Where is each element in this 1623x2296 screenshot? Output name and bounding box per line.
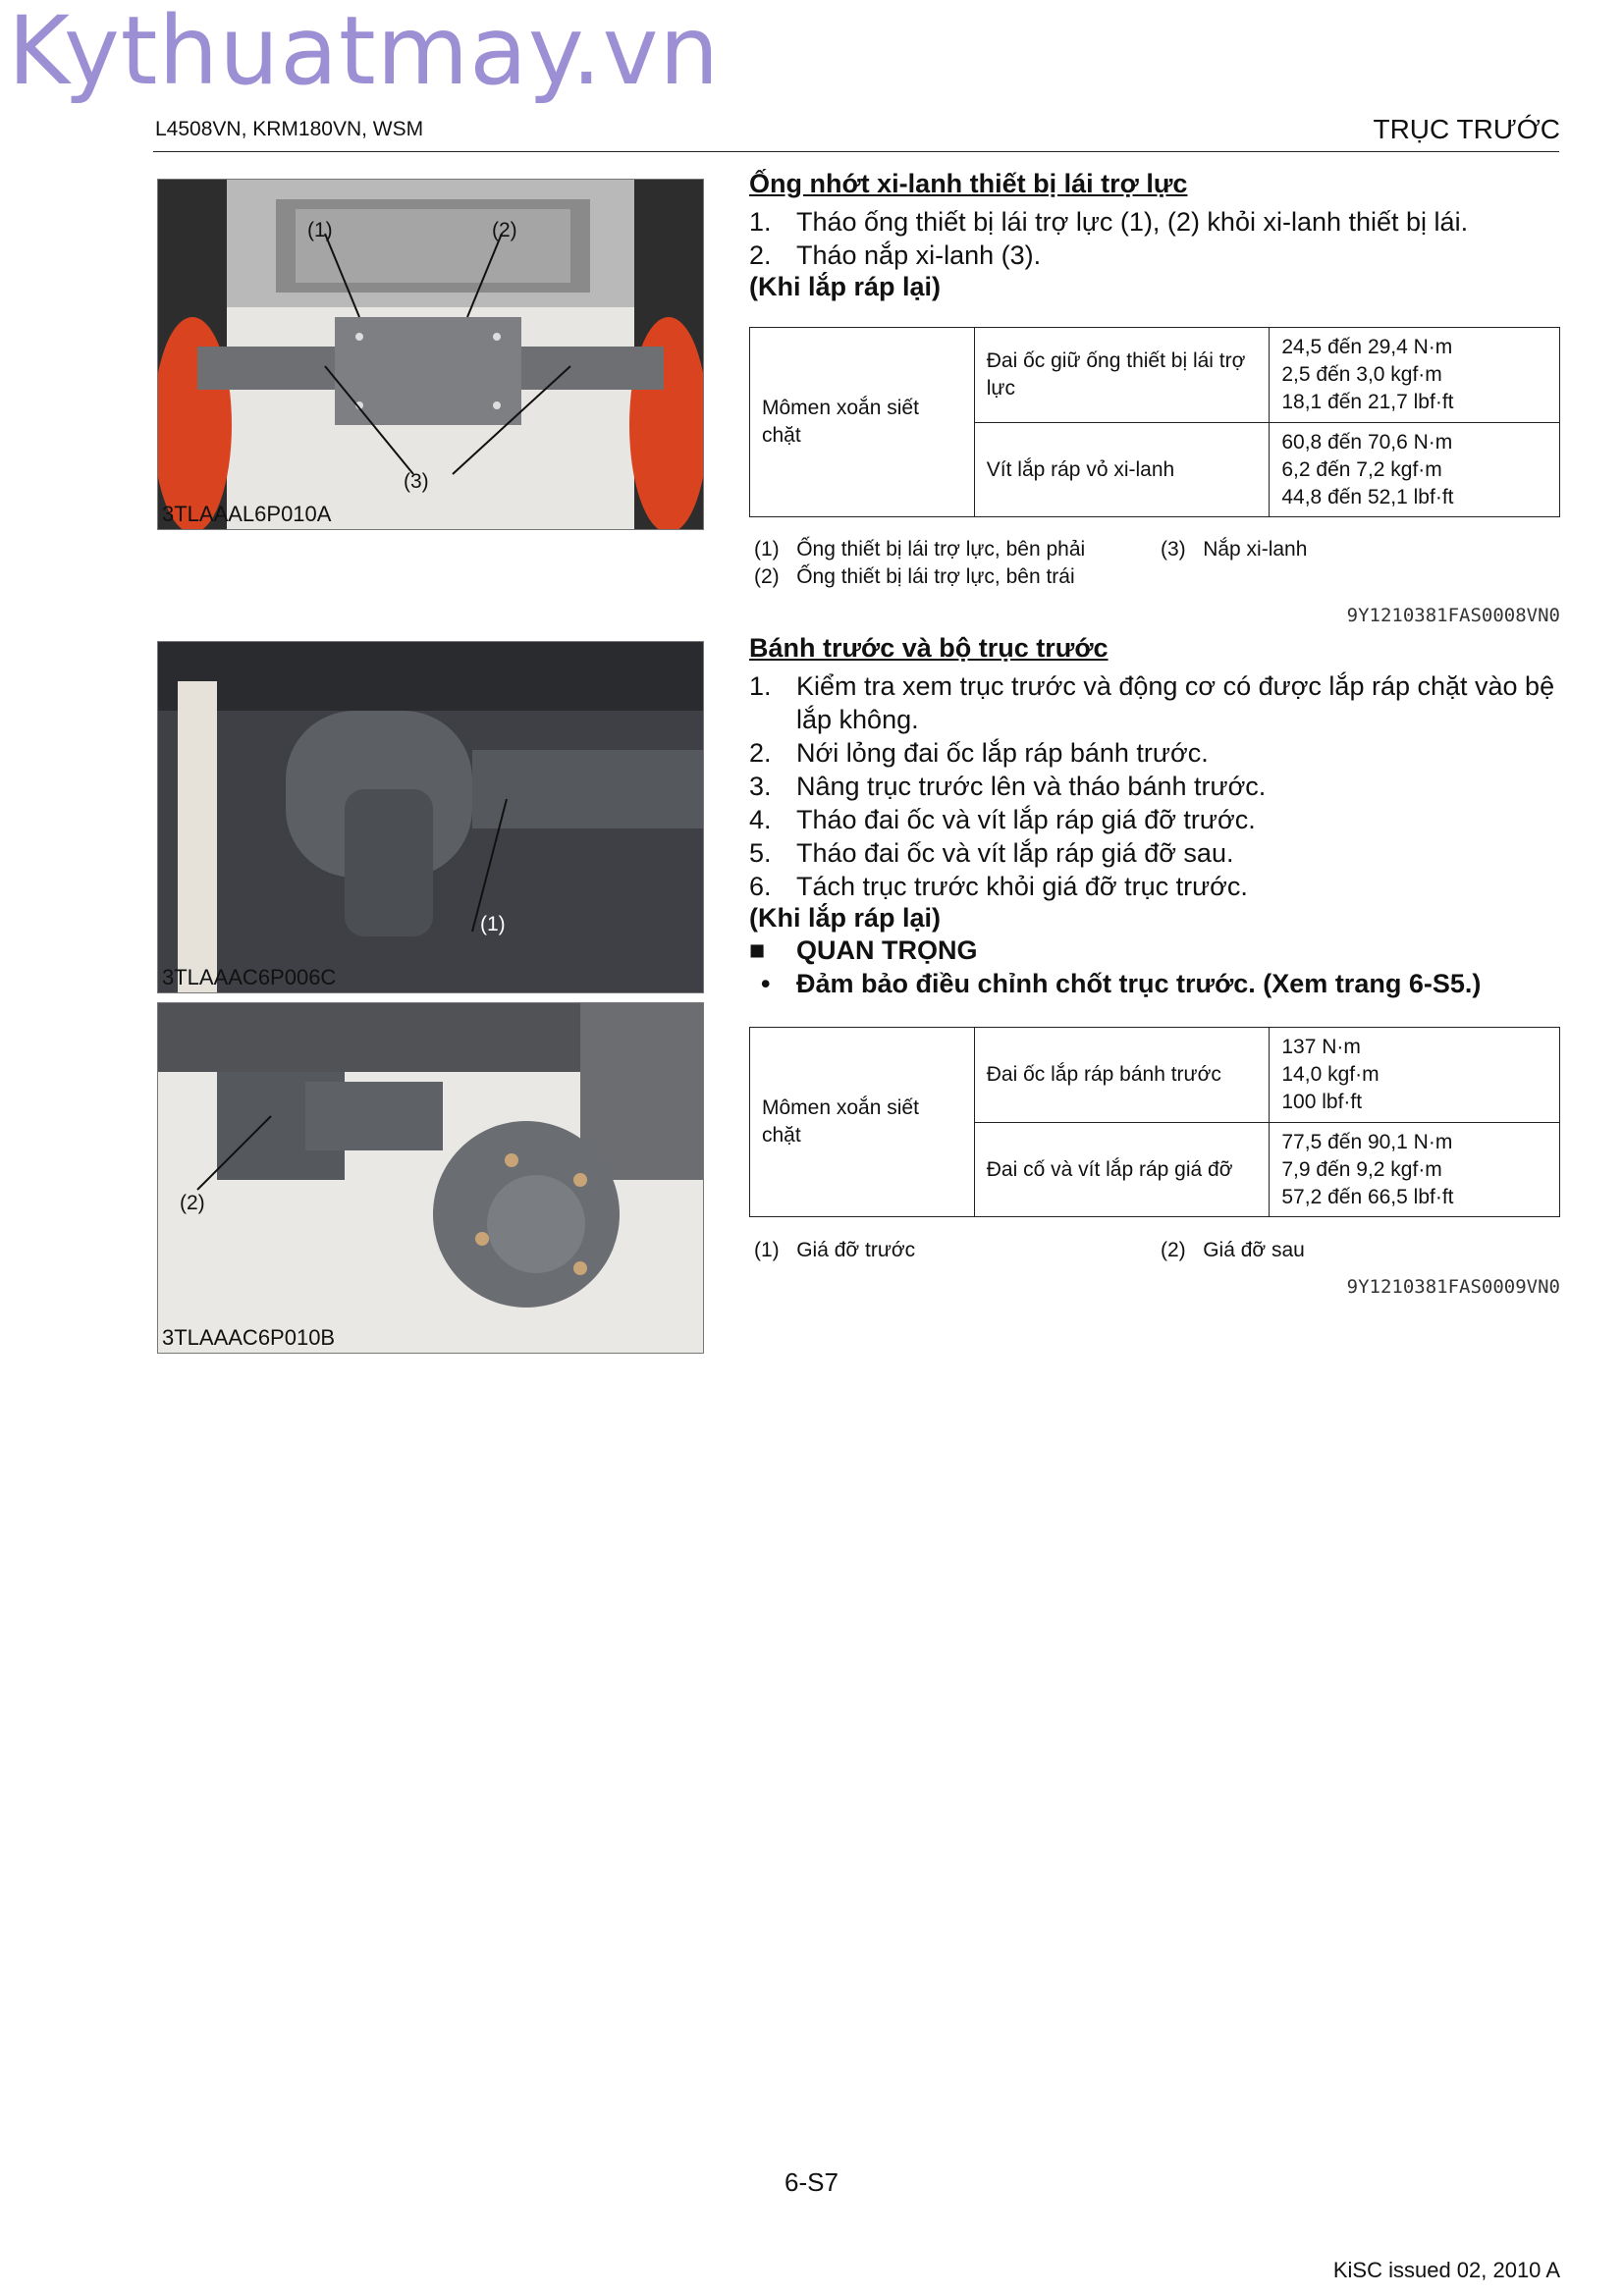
photo-illustration: [158, 1003, 703, 1353]
header-section-title: TRỤC TRƯỚC: [1373, 114, 1560, 144]
section-steering-hose: [749, 169, 1564, 302]
table-row: [750, 328, 1560, 423]
legend-item: [1161, 538, 1307, 561]
torque-item: Đai cố và vít lắp ráp giá đỡ: [974, 1123, 1270, 1217]
important-text: Đảm bảo điều chỉnh chốt trục trước. (Xem trang 6-S5.): [796, 969, 1482, 998]
steps-list: [749, 669, 1564, 903]
legend-text: Giá đỡ trước: [796, 1239, 916, 1261]
photo-illustration: [158, 180, 703, 529]
table-row: [750, 1028, 1560, 1123]
torque-table: [749, 327, 1560, 517]
legend-text: Ống thiết bị lái trợ lực, bên phải: [796, 538, 1086, 561]
torque-values: [1270, 1123, 1560, 1217]
step-number: 1.: [749, 671, 772, 701]
torque-value: 77,5 đến 90,1 N·m: [1281, 1130, 1453, 1153]
step-number: 5.: [749, 838, 772, 868]
legend-number: (1): [754, 1239, 780, 1261]
list-item: [749, 770, 1564, 803]
photo-caption: 3TLAAAC6P010B: [162, 1325, 336, 1350]
header-model: L4508VN, KRM180VN, WSM: [155, 118, 424, 140]
step-number: 1.: [749, 207, 772, 237]
issue-note: KiSC issued 02, 2010 A: [1332, 2258, 1560, 2282]
legend-text: Giá đỡ sau: [1203, 1239, 1305, 1261]
legend-number: (1): [754, 538, 780, 561]
step-text: Tháo đai ốc và vít lắp ráp giá đỡ trước.: [796, 805, 1256, 834]
steps-list: [749, 205, 1564, 272]
bullet-icon: •: [761, 969, 771, 998]
torque-values: [1270, 423, 1560, 517]
list-item: [749, 669, 1564, 736]
list-item: [749, 803, 1564, 836]
torque-label: Mômen xoắn siết chặt: [750, 328, 975, 517]
legend-item: [1161, 1239, 1305, 1262]
torque-item: Đai ốc giữ ống thiết bị lái trợ lực: [974, 328, 1270, 423]
legend-text: Ống thiết bị lái trợ lực, bên trái: [796, 565, 1075, 588]
torque-value: 18,1 đến 21,7 lbf·ft: [1281, 391, 1454, 413]
reassembly-heading: (Khi lắp ráp lại): [749, 272, 942, 301]
legend-item: [754, 538, 1085, 561]
important-title: QUAN TRỌNG: [796, 935, 978, 965]
callout-1: (1): [307, 219, 333, 241]
torque-value: 44,8 đến 52,1 lbf·ft: [1281, 485, 1454, 508]
reassembly-heading: (Khi lắp ráp lại): [749, 903, 942, 933]
watermark-text: Kythuatmay.vn: [8, 0, 721, 106]
torque-label: Mômen xoắn siết chặt: [750, 1028, 975, 1217]
torque-values: [1270, 1028, 1560, 1123]
step-number: 3.: [749, 772, 772, 801]
photo-caption: 3TLAAAL6P010A: [162, 502, 332, 526]
torque-value: 60,8 đến 70,6 N·m: [1281, 430, 1453, 454]
torque-item: Vít lắp ráp vỏ xi-lanh: [974, 423, 1270, 517]
torque-value: 137 N·m: [1281, 1036, 1361, 1058]
header-divider: [153, 151, 1559, 152]
section-title: Ống nhớt xi-lanh thiết bị lái trợ lực: [749, 169, 1188, 198]
list-item: [749, 239, 1564, 272]
callout-2: (2): [180, 1192, 205, 1214]
legend-text: Nắp xi-lanh: [1203, 538, 1308, 561]
legend-item: [754, 1239, 915, 1262]
important-note: [749, 967, 1564, 1000]
page-number: 6-S7: [784, 2167, 839, 2197]
important-heading: [749, 934, 1564, 967]
step-text: Nâng trục trước lên và tháo bánh trước.: [796, 772, 1267, 801]
legend-number: (2): [754, 565, 780, 588]
step-number: 2.: [749, 738, 772, 768]
torque-values: [1270, 328, 1560, 423]
step-number: 4.: [749, 805, 772, 834]
document-code: 9Y1210381FAS0009VN0: [1346, 1276, 1560, 1298]
list-item: [749, 836, 1564, 870]
photo-rear-bracket: [157, 1002, 704, 1354]
list-item: [749, 205, 1564, 239]
callout-3: (3): [404, 470, 429, 493]
step-text: Tách trục trước khỏi giá đỡ trục trước.: [796, 872, 1248, 901]
torque-value: 2,5 đến 3,0 kgf·m: [1281, 363, 1442, 386]
section-title: Bánh trước và bộ trục trước: [749, 633, 1109, 663]
step-text: Tháo nắp xi-lanh (3).: [796, 240, 1042, 270]
step-text: Tháo ống thiết bị lái trợ lực (1), (2) khỏi xi-lanh thiết bị lái.: [796, 207, 1469, 237]
torque-value: 14,0 kgf·m: [1281, 1063, 1380, 1086]
step-number: 6.: [749, 872, 772, 901]
callout-1: (1): [480, 913, 506, 935]
step-number: 2.: [749, 240, 772, 270]
legend-item: [754, 565, 1075, 589]
section-front-axle: [749, 633, 1564, 1000]
list-item: [749, 736, 1564, 770]
photo-steering-cylinder: [157, 179, 704, 530]
list-item: [749, 870, 1564, 903]
photo-front-bracket: [157, 641, 704, 993]
step-text: Kiểm tra xem trục trước và động cơ có được lắp ráp chặt vào bệ lắp không.: [796, 671, 1555, 734]
step-text: Tháo đai ốc và vít lắp ráp giá đỡ sau.: [796, 838, 1234, 868]
torque-value: 57,2 đến 66,5 lbf·ft: [1281, 1185, 1454, 1208]
document-code: 9Y1210381FAS0008VN0: [1346, 605, 1560, 626]
torque-value: 7,9 đến 9,2 kgf·m: [1281, 1157, 1442, 1181]
torque-item: Đai ốc lắp ráp bánh trước: [974, 1028, 1270, 1123]
photo-caption: 3TLAAAC6P006C: [162, 965, 337, 989]
torque-value: 24,5 đến 29,4 N·m: [1281, 336, 1453, 358]
torque-value: 100 lbf·ft: [1281, 1091, 1363, 1113]
photo-illustration: [158, 642, 703, 992]
legend-number: (2): [1161, 1239, 1186, 1261]
square-bullet-icon: ■: [749, 935, 766, 965]
callout-2: (2): [492, 219, 517, 241]
step-text: Nới lỏng đai ốc lắp ráp bánh trước.: [796, 738, 1209, 768]
torque-table: [749, 1027, 1560, 1217]
torque-value: 6,2 đến 7,2 kgf·m: [1281, 457, 1442, 481]
legend-number: (3): [1161, 538, 1186, 561]
